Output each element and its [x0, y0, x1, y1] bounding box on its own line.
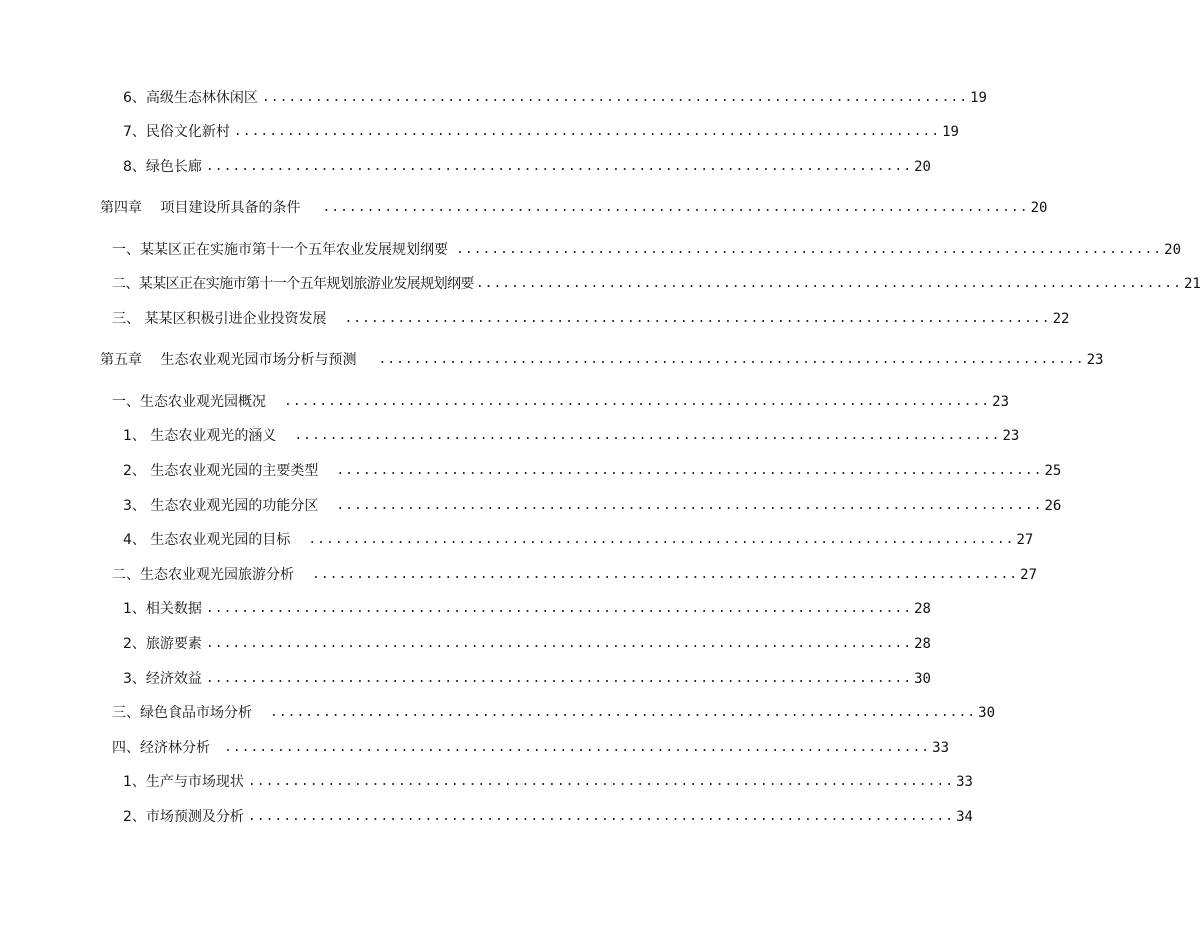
toc-chapter[interactable]: [100, 196, 1048, 220]
toc-chapter[interactable]: [100, 348, 1104, 372]
toc-entry-page: 28: [914, 636, 931, 652]
toc-entry-label: 4、 生态农业观光园的目标: [123, 532, 291, 548]
toc-entry-label: 1、生产与市场现状: [123, 774, 244, 790]
toc-entry[interactable]: [123, 424, 1020, 448]
toc-entry-label: 3、 生态农业观光园的功能分区: [123, 498, 319, 514]
toc-entry-label: 一、某某区正在实施市第十一个五年农业发展规划纲要: [112, 242, 448, 258]
toc-entry-label: 一、生态农业观光园概况: [112, 394, 266, 410]
leader-dots: ................................................................................: [336, 498, 1043, 513]
leader-dots: ................................................................................: [475, 276, 1182, 291]
toc-entry-page: 27: [1016, 532, 1034, 548]
toc-entry-page: 19: [942, 124, 959, 140]
toc-entry-label: 2、 生态农业观光园的主要类型: [123, 463, 319, 479]
leader-dots: ................................................................................: [308, 532, 1015, 547]
toc-entry[interactable]: [112, 736, 949, 760]
toc-entry[interactable]: [123, 86, 987, 110]
toc-entry[interactable]: [123, 770, 973, 794]
toc-entry-page: 22: [1052, 311, 1070, 327]
leader-dots: ................................................................................: [456, 242, 1163, 257]
toc-entry[interactable]: [112, 701, 995, 725]
toc-entry-label: 8、绿色长廊: [123, 159, 202, 175]
leader-dots: ................................................................................: [205, 636, 913, 651]
toc-entry[interactable]: [112, 272, 1201, 296]
leader-dots: ................................................................................: [224, 740, 931, 755]
toc-entry-label: 四、经济林分析: [112, 740, 210, 756]
toc-entry-label: 3、经济效益: [123, 671, 202, 687]
toc-entry-label: 2、旅游要素: [123, 636, 202, 652]
toc-entry[interactable]: [112, 307, 1070, 331]
toc-entry[interactable]: [123, 805, 973, 829]
leader-dots: ................................................................................: [378, 352, 1085, 367]
toc-entry[interactable]: [123, 459, 1062, 483]
toc-entry-page: 25: [1044, 463, 1062, 479]
toc-entry-label: 三、 某某区积极引进企业投资发展: [112, 311, 327, 327]
toc-entry-page: 30: [978, 705, 995, 721]
toc-entry[interactable]: [112, 238, 1181, 262]
leader-dots: ................................................................................: [247, 774, 955, 789]
leader-dots: ................................................................................: [312, 567, 1019, 582]
toc-entry-label: 二、生态农业观光园旅游分析: [112, 567, 294, 583]
toc-entry-page: 20: [1164, 242, 1181, 258]
toc-entry-page: 23: [1086, 352, 1104, 368]
leader-dots: ................................................................................: [336, 463, 1043, 478]
toc-entry-page: 30: [914, 671, 931, 687]
toc-entry[interactable]: [123, 155, 931, 179]
toc-entry[interactable]: [112, 390, 1009, 414]
toc-entry-page: 33: [956, 774, 973, 790]
toc-entry-label: 1、相关数据: [123, 601, 202, 617]
toc-entry[interactable]: [123, 632, 931, 656]
leader-dots: ................................................................................: [344, 311, 1051, 326]
toc-entry-label: 三、绿色食品市场分析: [112, 705, 252, 721]
toc-entry-label: 第四章 项目建设所具备的条件: [100, 200, 301, 216]
toc-entry-page: 20: [914, 159, 931, 175]
toc-entry-label: 6、高级生态林休闲区: [123, 90, 258, 106]
toc-entry-page: 26: [1044, 498, 1062, 514]
leader-dots: ................................................................................: [261, 90, 969, 105]
leader-dots: ................................................................................: [205, 671, 913, 686]
toc-entry-page: 28: [914, 601, 931, 617]
toc-entry[interactable]: [123, 597, 931, 621]
toc-entry-label: 第五章 生态农业观光园市场分析与预测: [100, 352, 357, 368]
toc-entry-label: 2、市场预测及分析: [123, 809, 244, 825]
toc-entry-page: 21: [1183, 276, 1201, 292]
toc-entry-page: 19: [970, 90, 987, 106]
toc-entry-page: 23: [1002, 428, 1020, 444]
leader-dots: ................................................................................: [270, 705, 977, 720]
toc-entry[interactable]: [123, 528, 1034, 552]
toc-entry-label: 7、民俗文化新村: [123, 124, 230, 140]
toc-entry-page: 34: [956, 809, 973, 825]
toc-entry[interactable]: [123, 120, 959, 144]
leader-dots: ................................................................................: [322, 200, 1029, 215]
toc-entry-page: 20: [1030, 200, 1048, 216]
leader-dots: ................................................................................: [247, 809, 955, 824]
toc-entry-label: 1、 生态农业观光的涵义: [123, 428, 277, 444]
leader-dots: ................................................................................: [284, 394, 991, 409]
toc-entry[interactable]: [112, 563, 1037, 587]
leader-dots: ................................................................................: [294, 428, 1001, 443]
toc-entry-page: 33: [932, 740, 949, 756]
leader-dots: ................................................................................: [205, 601, 913, 616]
toc-entry-label: 二、某某区正在实施市第十一个五年规划旅游业发展规划纲要: [112, 276, 474, 292]
leader-dots: ................................................................................: [205, 159, 913, 174]
toc-entry[interactable]: [123, 667, 931, 691]
toc-entry[interactable]: [123, 494, 1062, 518]
toc-entry-page: 27: [1020, 567, 1037, 583]
toc-entry-page: 23: [992, 394, 1009, 410]
leader-dots: ................................................................................: [233, 124, 941, 139]
